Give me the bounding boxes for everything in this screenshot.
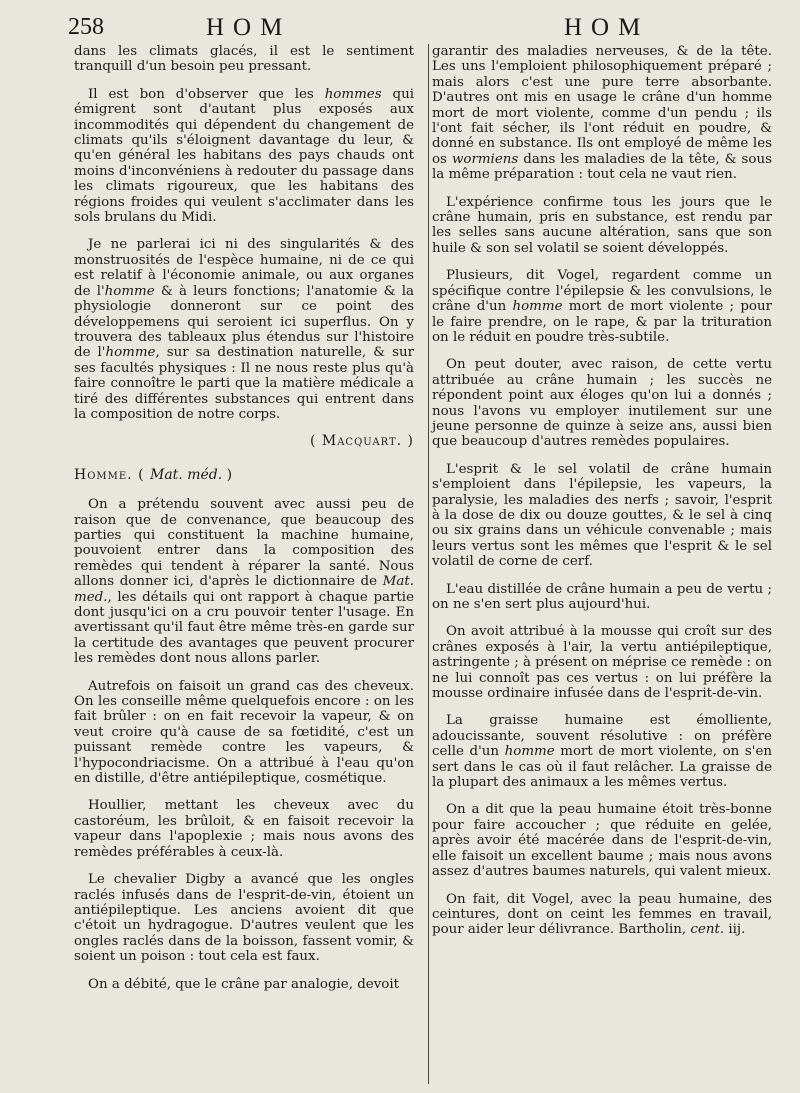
paragraph — [432, 892, 772, 938]
paragraph — [74, 237, 414, 422]
paragraph: L'esprit & le sel volatil de crâne humain s'emploient dans l'épilepsie, les vapeurs, la paralysie, les maladies des nerfs ; savoir, l'esprit à la dose de dix ou douze gouttes, & le sel à cinq ou six grains dans un véhicule convenable ; mais leurs vertus sont les mêmes que l'esprit & le sel volatil de corne de cerf. — [432, 461, 772, 570]
paragraph: Houllier, mettant les cheveux avec du castoréum, les brûloit, & en faisoit recevoir la vapeur dans l'apoplexie ; mais nous avons des remèdes préférables à ceux-là. — [74, 798, 414, 860]
text: , sur sa destination naturelle, & sur ses facultés physiques : Il ne nous reste plus qu'à faire connoître le parti que la matière médicale a tiré des différentes substances qui entrent dans la composition de notre corps. — [74, 345, 414, 422]
right-column — [432, 44, 772, 1004]
italic-text: homme — [504, 744, 555, 760]
text: La graisse humaine est émolliente, adoucissante, souvent résolutive : on préfère celle d'un — [432, 713, 772, 760]
italic-text: Mat. med. — [74, 574, 414, 605]
author-signature: ( Macquart. ) — [309, 433, 414, 450]
article-heading — [74, 468, 414, 483]
page-number: 258 — [68, 14, 104, 40]
italic-text: hommes — [324, 86, 382, 102]
paragraph: L'eau distillée de crâne humain a peu de vertu ; on ne s'en sert plus aujourd'hui. — [432, 581, 772, 612]
paragraph — [74, 497, 414, 666]
paragraph — [74, 87, 414, 226]
heading-text: ) — [222, 466, 233, 483]
paragraph: On a dit que la peau humaine étoit très-bonne pour faire accoucher ; que réduite en gelée, après avoir été macérée dans de l'esprit-de-vin, elle faisoit un excellent baume ; mais nous avons assez d'autres baumes naturels, qui valent mieux. — [432, 802, 772, 880]
italic-text: homme — [105, 345, 156, 361]
text: Je ne parlerai ici ni des singularités & des monstruosités de l'espèce humaine, ni de ce qui est relatif à l'économie animale, ou aux organes de l' — [74, 237, 414, 299]
paragraph: On a débité, que le crâne par analogie, devoit — [88, 976, 400, 992]
paragraph: Autrefois on faisoit un grand cas des cheveux. On les conseille même quelquefois encore : on les fait brûler : on en fait recevoir la vapeur, & on veut croire qu'à cause de sa fœtidité, c'est un puissant remède contre les vapeurs, & l'hypocondriacisme. On a attribué à l'eau qu'on en distille, d'être antiépileptique, cosmétique. — [74, 678, 414, 787]
text: On fait, dit Vogel, avec la peau humaine, des ceintures, dont on ceint les femmes en travail, pour aider leur délivrance. Bartholin, — [432, 891, 772, 938]
page-header — [68, 14, 776, 44]
text: iij. — [724, 922, 746, 938]
paragraph: L'expérience confirme tous les jours que le crâne humain, pris en substance, est rendu par les selles sans aucune altération, sans que son huile & son sel volatil se soient développés. — [432, 194, 772, 256]
heading-italic: Mat. méd. — [150, 466, 223, 483]
text: qui émigrent sont d'autant plus exposés aux incommodités qui dépendent du changement de climats qu'ils s'éloignent davantage du leur, & qu'en général les habitans des pays chauds ont moins d'inconvéniens à redouter du passage dans les climats rigoureux, que les habitans des régions froides qui veulent s'acclimater dans les sols brulans du Midi. — [74, 86, 414, 226]
column-rule — [428, 44, 429, 1084]
text: Il est bon d'observer que les — [88, 86, 325, 102]
running-head-left: HOM — [206, 14, 292, 41]
italic-text: wormiens — [451, 151, 519, 167]
text: , les détails qui ont rapport à chaque partie dont jusqu'ici on a cru pouvoir tenter l'usage. En avertissant qu'il faut être même très-en garde sur la certitude des avantages que peuvent procurer les remèdes dont nous allons parler. — [74, 589, 414, 667]
italic-text: cent. — [690, 922, 725, 938]
paragraph: Le chevalier Digby a avancé que les ongles raclés infusés dans de l'esprit-de-vin, étoient un antiépileptique. Les anciens avoient dit que c'étoit un hydragogue. D'autres veulent que les ongles raclés dans de la boisson, fassent vomir, & soient un poison : tout cela est faux. — [74, 872, 414, 965]
paragraph — [74, 44, 414, 75]
paragraph: On avoit attribué à la mousse qui croît sur des crânes exposés à l'air, la vertu antiépileptique, astringente ; à présent on méprise ce remède : on ne lui connoît pas ces vertus : on lui préfère la mousse ordinaire infusée dans de l'esprit-de-vin. — [432, 624, 772, 702]
text: Plusieurs, dit Vogel, regardent comme un spécifique contre l'épilepsie & les convulsions, le crâne d'un — [432, 268, 772, 315]
text: On a prétendu souvent avec aussi peu de raison que de convenance, que beaucoup des parties qui constituent la machine humaine, pouvoient entrer dans la composition des remèdes qui tendent à réparer la santé. Nous allons donner ici, d'après le dictionnaire de — [74, 497, 414, 590]
text: garantir des maladies nerveuses, & de la tête. Les uns l'emploient philosophiquement préparé ; mais alors c'est une pure terre absorbante. D'autres ont mis en usage le crâne d'un homme mort de mort violente, comme d'un pendu ; ils l'ont fait sécher, ils l'ont réduit en poudre, & donné en substance. Ils ont employé de même les os — [432, 44, 772, 167]
text: mort de mort violente ; pour le faire prendre, on le rape, & par la trituration on le réduit en poudre très-subtile. — [432, 299, 772, 345]
paragraph — [432, 44, 772, 183]
left-column — [74, 44, 414, 1004]
text: dans les climats glacés, il est le sentiment tranquill d'un besoin peu pressant. — [74, 44, 414, 75]
paragraph — [432, 268, 772, 345]
text: dans les maladies de la tête, & sous la même préparation : tout cela ne vaut rien. — [432, 151, 772, 183]
heading-text: Homme. ( — [74, 466, 150, 483]
paragraph — [432, 713, 772, 790]
italic-text: homme — [512, 299, 563, 315]
text: & à leurs fonctions; l'anatomie & la physiologie donneront sur ce point des développemens qui seroient ici superflus. On y trouvera des tableaux plus étendus sur l'histoire de l' — [74, 283, 414, 361]
running-head-right: HOM — [564, 14, 650, 41]
text-columns — [74, 44, 776, 1004]
text: mort de mort violente, on s'en sert dans le cas où il faut relâcher. La graisse de la plupart des animaux a les mêmes vertus. — [432, 744, 772, 791]
paragraph: On peut douter, avec raison, de cette vertu attribuée au crâne humain ; les succès ne répondent point aux éloges qu'on lui a donnés ; nous l'avons vu employer inutilement sur une jeune personne de quinze à seize ans, aussi bien que beaucoup d'autres remèdes populaires. — [432, 357, 772, 450]
italic-text: homme — [104, 283, 155, 299]
